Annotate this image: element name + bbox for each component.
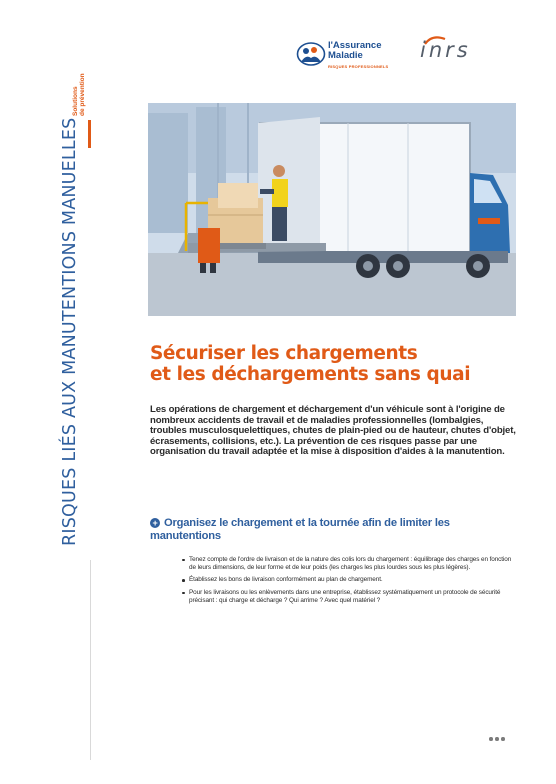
assurance-logo-line2: Maladie [328,50,363,61]
bullet-list [182,556,512,610]
sidebar-subtitle [72,73,86,116]
page-title-line2: et les déchargements sans quai [150,364,471,385]
list-item: Tenez compte de l'ordre de livraison et de la nature des colis lors du chargement : équilibrage des charges en fonction de leurs dimensions, de leur forme et de leur poids (les charges les plus lourdes sous les plus légères). [182,556,512,571]
loading-truck-illustration [148,103,516,316]
list-item: Pour les livraisons ou les enlèvements dans une entreprise, établissez systématiquement un protocole de sécurité précisant : qui charge et décharge ? Qui arrime ? Avec quel matériel ? [182,589,512,604]
sidebar-divider [90,560,91,760]
intro-paragraph: Les opérations de chargement et déchargement d'un véhicule sont à l'origine de nombreux accidents de travail et de maladies professionnelles (lombalgies, troubles musculosquelettiques, chutes de plain-pied ou de hauteur, chutes d'objet, écrasements, collisions, etc.). La prévention de ces risques passe par une organisation du travail adaptée et la mise à disposition d'aides à la manutention. [150,404,516,458]
plus-circle-icon: + [150,518,160,528]
inrs-logo: inrs [420,38,471,62]
sidebar-title: RISQUES LIÉS AUX MANUTENTIONS MANUELLES [60,117,80,546]
assurance-logo-line3: RISQUES PROFESSIONNELS [328,64,389,69]
sidebar-subtitle-line2: de prévention [79,73,86,116]
sidebar-subtitle-line1: Solutions [72,86,79,116]
section-heading [150,517,500,542]
assurance-maladie-emblem-icon [296,42,326,66]
section-heading-text: Organisez le chargement et la tournée afin de limiter les manutentions [150,517,450,542]
page-title-line1: Sécuriser les chargements [150,343,418,364]
list-item: Établissez les bons de livraison conformément au plan de chargement. [182,576,512,584]
sidebar-accent-bar [88,120,91,148]
assurance-maladie-logo [296,40,406,74]
continuation-dots-icon [489,728,508,746]
assurance-logo-line1: l'Assurance [328,40,382,51]
page-title [150,343,510,385]
